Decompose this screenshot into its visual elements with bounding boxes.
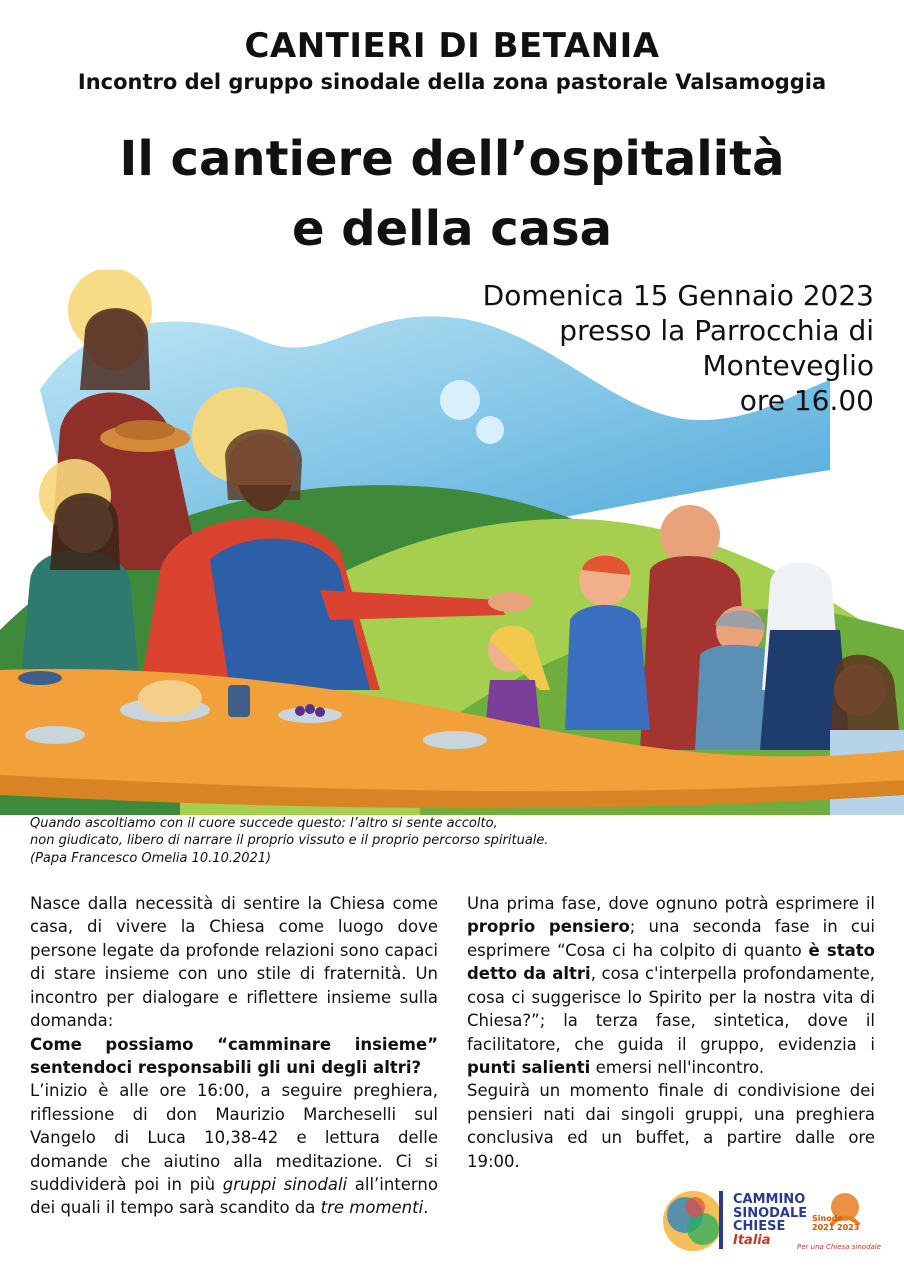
main-title-line1: Il cantiere dell’ospitalità [119, 131, 785, 187]
event-date: Domenica 15 Gennaio 2023 [482, 279, 874, 312]
event-place-line1: presso la Parrocchia di [559, 314, 874, 347]
phases-emph: punti salienti [467, 1057, 591, 1077]
phases-text: Una prima fase, dove ognuno potrà esprimere il [467, 894, 875, 913]
phases-paragraph [467, 892, 875, 1079]
phases-text: emersi nell'incontro. [590, 1057, 765, 1077]
event-subtitle: Incontro del gruppo sinodale della zona pastorale Valsamoggia [77, 70, 827, 94]
quote-line2: non giudicato, libero di narrare il proprio vissuto e il proprio percorso spirituale. [30, 833, 549, 848]
right-column [467, 892, 875, 1173]
program-text: all’interno dei quali il tempo sarà scandito da [30, 1175, 438, 1218]
logo-line: CHIESE [733, 1219, 786, 1235]
program-emph-gruppi: gruppi sinodali [222, 1175, 348, 1195]
intro-paragraph: Nasce dalla necessità di sentire la Chiesa come casa, di vivere la Chiesa come luogo dove persone legate da profonde relazioni sono capaci di stare insieme con uno stile di fraternità. Un incontro per dialogare e riflettere insieme sulla domanda: [30, 894, 438, 1031]
quote-line1: Quando ascoltiamo con il cuore succede questo: l’altro si sente accolto, [30, 816, 498, 831]
event-time: ore 16.00 [739, 384, 874, 417]
program-text: L’inizio è alle ore 16:00, a seguire preghiera, riflessione di don Maurizio Marcheselli sul Vangelo di Luca 10,38-42 e lettura delle domande che aiutino alla meditazione. Ci si suddividerà poi in più [30, 1081, 438, 1195]
phases-emph: proprio pensiero [467, 917, 630, 937]
final-paragraph: Seguirà un momento finale di condivisione dei pensieri nati dai singoli gruppi, una preghiera conclusiva ed un buffet, a partire dalle ore 19:00. [467, 1081, 875, 1171]
phases-emph: è stato detto da altri [467, 940, 875, 984]
logos [655, 1185, 895, 1275]
sinodo-years: 2021 2023 [812, 1222, 860, 1232]
phases-text: ; una seconda fase in cui esprimere “Cosa ci ha colpito di quanto [467, 917, 875, 960]
key-question: Come possiamo “camminare insieme” sentendoci responsabili gli uni degli altri? [30, 1034, 438, 1077]
sinodo-tagline: Per una Chiesa sinodale [797, 1243, 882, 1251]
phases-text: , cosa c'interpella profondamente, cosa ci suggerisce lo Spirito per la nostra vita di Chiesa?”; la terza fase, sintetica, dove il facilitatore, che guida il gruppo, evidenzia i [467, 964, 875, 1054]
logo-line: CAMMINO [733, 1192, 806, 1207]
sinodo-label: Sinodo [812, 1214, 843, 1223]
program-emph-momenti: tre momenti [320, 1198, 424, 1218]
left-column [30, 892, 438, 1220]
logo-line: SINODALE [733, 1205, 808, 1221]
cammino-sinodale-text [733, 1193, 807, 1248]
logo-line: Italia [733, 1232, 771, 1248]
program-text: . [423, 1198, 429, 1218]
org-title: CANTIERI DI BETANIA [244, 26, 660, 66]
event-place-line2: Monteveglio [702, 349, 874, 382]
program-paragraph [30, 1079, 438, 1220]
main-title-line2: e della casa [292, 201, 612, 257]
quote-citation: (Papa Francesco Omelia 10.10.2021) [30, 851, 272, 866]
sinodo-logo-text [812, 1215, 859, 1233]
